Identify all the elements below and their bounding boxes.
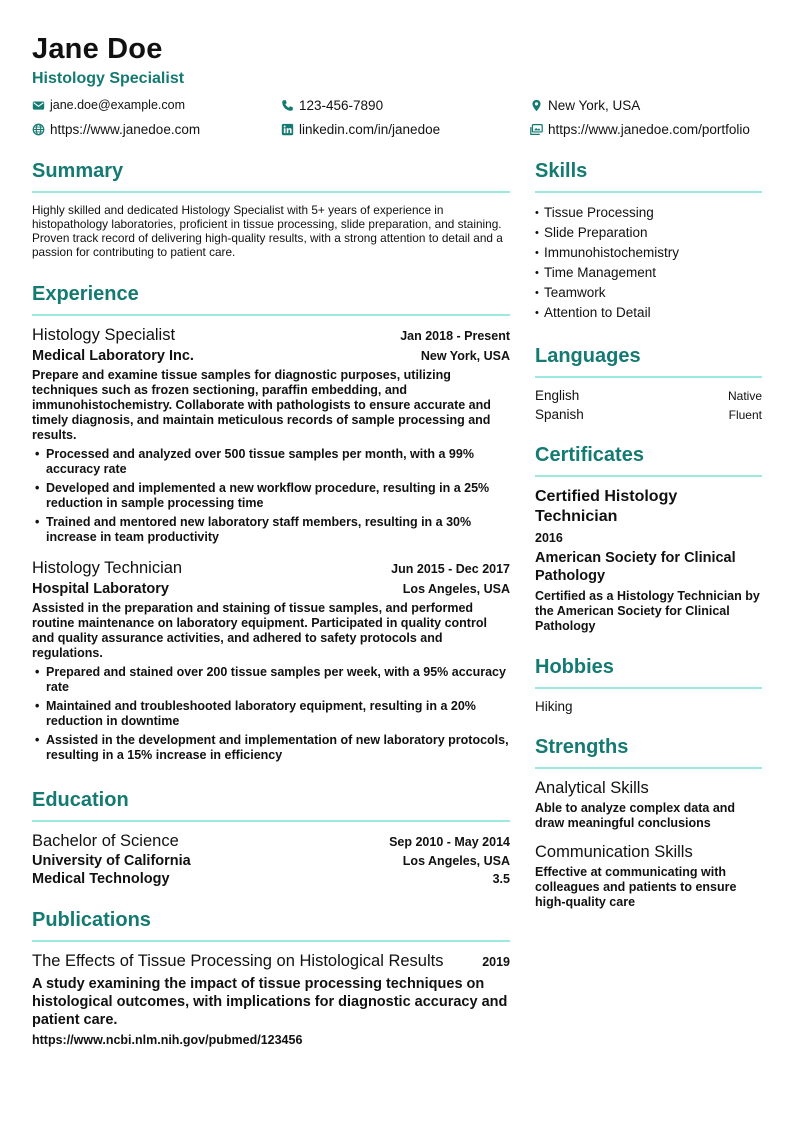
portfolio-text: https://www.janedoe.com/portfolio <box>548 122 750 137</box>
job-title: Histology Technician <box>32 559 183 577</box>
job-location: Los Angeles, USA <box>402 582 510 596</box>
education-entry <box>32 832 510 887</box>
publication-url[interactable]: https://www.ncbi.nlm.nih.gov/pubmed/123456 <box>32 1033 303 1047</box>
phone-text: 123-456-7890 <box>299 98 384 113</box>
achievement-item: • Maintained and troubleshooted laboratory equipment, resulting in a 20% reduction in downtime <box>32 699 510 729</box>
skill-item: • Attention to Detail <box>535 303 762 323</box>
achievement-item: • Prepared and stained over 200 tissue samples per week, with a 95% accuracy rate <box>32 665 510 695</box>
email-contact[interactable] <box>32 98 185 112</box>
publication-year: 2019 <box>482 955 510 969</box>
candidate-title: Histology Specialist <box>32 70 185 87</box>
education-heading: Education <box>32 789 510 822</box>
skills-heading: Skills <box>535 160 762 193</box>
website-contact[interactable] <box>32 122 200 137</box>
phone-icon <box>281 99 294 112</box>
language-item <box>535 388 762 403</box>
side-column <box>535 160 762 922</box>
job-achievements <box>32 447 510 545</box>
school-location: Los Angeles, USA <box>402 854 510 868</box>
languages-list <box>535 388 762 422</box>
mail-icon <box>32 99 45 112</box>
job-entry <box>32 326 510 545</box>
achievement-item: • Trained and mentored new laboratory staff members, resulting in a 30% increase in team productivity <box>32 515 510 545</box>
certificate-date: 2016 <box>535 531 563 545</box>
job-location: New York, USA <box>420 349 510 363</box>
summary-text: Highly skilled and dedicated Histology Specialist with 5+ years of experience in histopathology laboratories, proficient in tissue processing, slide preparation, and staining. Proven track record of delivering high-quality results, with a strong attention to detail and a passion for contributing to patient care. <box>32 203 503 259</box>
language-level: Native <box>727 389 762 403</box>
school: University of California <box>32 853 191 869</box>
job-description: Prepare and examine tissue samples for diagnostic purposes, utilizing techniques such as frozen sectioning, paraffin embedding, and immunohistochemistry. Collaborate with pathologists to ensure accurate and timely diagnosis, and maintain meticulous records of sample processing and results. <box>32 368 491 442</box>
strength-title: Communication Skills <box>535 843 693 861</box>
strength-entry <box>535 843 762 910</box>
strength-title: Analytical Skills <box>535 779 649 797</box>
strength-description: Able to analyze complex data and draw meaningful conclusions <box>535 801 736 830</box>
language-name: Spanish <box>535 407 584 422</box>
main-column <box>32 160 510 1047</box>
language-item <box>535 407 762 422</box>
certificates-heading: Certificates <box>535 444 762 477</box>
publications-heading: Publications <box>32 909 510 942</box>
job-entry <box>32 559 510 763</box>
globe-icon <box>32 123 45 136</box>
linkedin-icon <box>281 123 294 136</box>
certificate-description: Certified as a Histology Technician by the American Society for Clinical Pathology <box>535 589 760 633</box>
website-text: https://www.janedoe.com <box>50 122 201 137</box>
job-title: Histology Specialist <box>32 326 176 344</box>
email-text: jane.doe@example.com <box>50 98 185 112</box>
strength-description: Effective at communicating with colleagues and patients to ensure high-quality care <box>535 865 737 909</box>
certificate-issuer: American Society for Clinical Pathology <box>535 550 736 584</box>
certificate-name: Certified Histology Technician <box>535 488 678 525</box>
experience-heading: Experience <box>32 283 510 316</box>
location-contact <box>530 98 640 113</box>
job-company: Medical Laboratory Inc. <box>32 348 194 364</box>
certificate-entry <box>535 487 762 634</box>
strengths-heading: Strengths <box>535 736 762 769</box>
strength-entry <box>535 779 762 831</box>
publication-description: A study examining the impact of tissue processing techniques on histological outcomes, with implications for diagnostic accuracy and patient care. <box>32 976 508 1028</box>
linkedin-text: linkedin.com/in/janedoe <box>299 122 441 137</box>
publication-title: The Effects of Tissue Processing on Histological Results <box>32 952 444 970</box>
job-achievements <box>32 665 510 763</box>
job-description: Assisted in the preparation and staining of tissue samples, and performed routine maintenance on laboratory equipment. Participated in quality control and quality assurance activities, and adhered to safety protocols and regulations. <box>32 601 487 660</box>
candidate-name: Jane Doe <box>32 33 163 65</box>
portfolio-contact[interactable] <box>530 122 750 137</box>
achievement-item: • Assisted in the development and implementation of new laboratory protocols, resulting in a 15% increase in efficiency <box>32 733 510 763</box>
skill-item: • Teamwork <box>535 283 762 303</box>
skills-list <box>535 203 762 323</box>
skill-item: • Slide Preparation <box>535 223 762 243</box>
degree: Bachelor of Science <box>32 832 179 850</box>
skill-item: • Time Management <box>535 263 762 283</box>
hobbies-heading: Hobbies <box>535 656 762 689</box>
education-dates: Sep 2010 - May 2014 <box>389 835 510 849</box>
job-company: Hospital Laboratory <box>32 581 169 597</box>
field-of-study: Medical Technology <box>32 871 170 887</box>
summary-heading: Summary <box>32 160 510 193</box>
achievement-item: • Developed and implemented a new workflow procedure, resulting in a 25% reduction in sample processing time <box>32 481 510 511</box>
map-pin-icon <box>530 99 543 112</box>
location-text: New York, USA <box>548 98 641 113</box>
linkedin-contact[interactable] <box>281 122 440 137</box>
skill-item: • Immunohistochemistry <box>535 243 762 263</box>
job-dates: Jan 2018 - Present <box>400 329 510 343</box>
hobby-item: Hiking <box>535 699 573 714</box>
job-dates: Jun 2015 - Dec 2017 <box>391 562 510 576</box>
portfolio-icon <box>530 123 543 136</box>
achievement-item: • Processed and analyzed over 500 tissue samples per month, with a 99% accuracy rate <box>32 447 510 477</box>
publication-entry <box>32 952 510 1047</box>
language-name: English <box>535 388 580 403</box>
phone-contact[interactable] <box>281 98 383 113</box>
skill-item: • Tissue Processing <box>535 203 762 223</box>
language-level: Fluent <box>728 408 762 422</box>
languages-heading: Languages <box>535 345 762 378</box>
gpa: 3.5 <box>492 872 510 886</box>
